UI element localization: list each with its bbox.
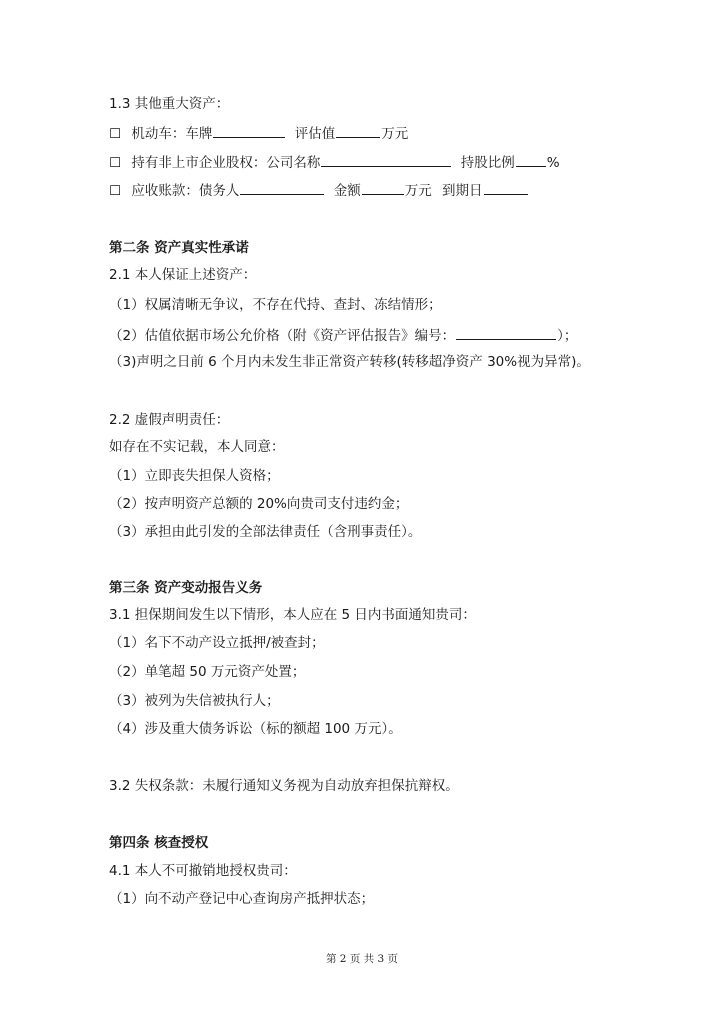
receivable-amount-blank[interactable] — [362, 180, 404, 195]
vehicle-label: 机动车：车牌 — [131, 126, 213, 142]
report-number-blank[interactable] — [456, 325, 556, 340]
equity-line — [109, 152, 560, 172]
vehicle-value-blank[interactable] — [336, 123, 380, 138]
clause-3-1-item-4: （4）涉及重大债务诉讼（标的额超 100 万元）。 — [109, 721, 402, 737]
clause-2-2-item-3: （3）承担由此引发的全部法律责任（含刑事责任）。 — [109, 524, 422, 540]
checkbox-receivable[interactable]: ☐ — [109, 183, 122, 199]
clause-3-1-item-1: （1）名下不动产设立抵押/被查封； — [109, 635, 325, 651]
checkbox-vehicle[interactable]: ☐ — [109, 126, 122, 142]
article-4-heading: 第四条 核查授权 — [109, 835, 209, 851]
clause-2-2-item-2: （2）按声明资产总额的 20%向贵司支付违约金； — [109, 496, 409, 512]
receivable-line — [109, 180, 529, 200]
clause-4-1-item-1: （1）向不动产登记中心查询房产抵押状态； — [109, 891, 375, 907]
clause-2-1-item-1: （1）权属清晰无争议，不存在代持、查封、冻结情形； — [109, 297, 442, 313]
clause-2-2: 2.2 虚假声明责任： — [109, 412, 230, 428]
clause-4-1: 4.1 本人不可撤销地授权贵司： — [109, 863, 297, 879]
due-date-blank[interactable] — [484, 180, 528, 195]
page-number: 第 2 页 共 3 页 — [325, 953, 399, 965]
vehicle-unit: 万元 — [381, 126, 409, 142]
receivable-amount-label: 金额 — [333, 183, 361, 199]
plate-blank[interactable] — [213, 123, 285, 138]
clause-3-1-item-2: （2）单笔超 50 万元资产处置； — [109, 664, 306, 680]
vehicle-value-label: 评估值 — [294, 126, 336, 142]
company-name-blank[interactable] — [321, 152, 451, 167]
debtor-blank[interactable] — [240, 180, 324, 195]
equity-ratio-label: 持股比例 — [460, 155, 515, 171]
equity-label: 持有非上市企业股权：公司名称 — [131, 155, 321, 171]
section-1-3-title: 1.3 其他重大资产： — [109, 96, 230, 112]
equity-ratio-blank[interactable] — [516, 152, 546, 167]
clause-2-1: 2.1 本人保证上述资产： — [109, 267, 257, 283]
item-2-close: ）； — [557, 328, 578, 344]
clause-3-2: 3.2 失权条款：未履行通知义务视为自动放弃担保抗辩权。 — [109, 778, 459, 794]
item-2-text: （2）估值依据市场公允价格（附《资产评估报告》编号： — [109, 328, 456, 344]
checkbox-equity[interactable]: ☐ — [109, 155, 122, 171]
equity-unit: % — [546, 155, 560, 171]
receivable-label: 应收账款：债务人 — [131, 183, 240, 199]
clause-2-2-item-1: （1）立即丧失担保人资格； — [109, 468, 280, 484]
clause-2-1-item-2 — [109, 325, 577, 345]
clause-3-1-item-3: （3）被列为失信被执行人； — [109, 693, 280, 709]
article-2-heading: 第二条 资产真实性承诺 — [109, 240, 249, 256]
clause-2-2-intro: 如存在不实记载，本人同意： — [109, 439, 285, 455]
receivable-due-label: 到期日 — [442, 183, 483, 199]
article-3-heading: 第三条 资产变动报告义务 — [109, 580, 263, 596]
clause-2-1-item-3: （3)声明之日前 6 个月内未发生非正常资产转移(转移超净资产 30%视为异常)。 — [109, 354, 590, 370]
receivable-unit: 万元 — [404, 183, 432, 199]
vehicle-line — [109, 123, 408, 143]
clause-3-1: 3.1 担保期间发生以下情形，本人应在 5 日内书面通知贵司： — [109, 607, 476, 623]
